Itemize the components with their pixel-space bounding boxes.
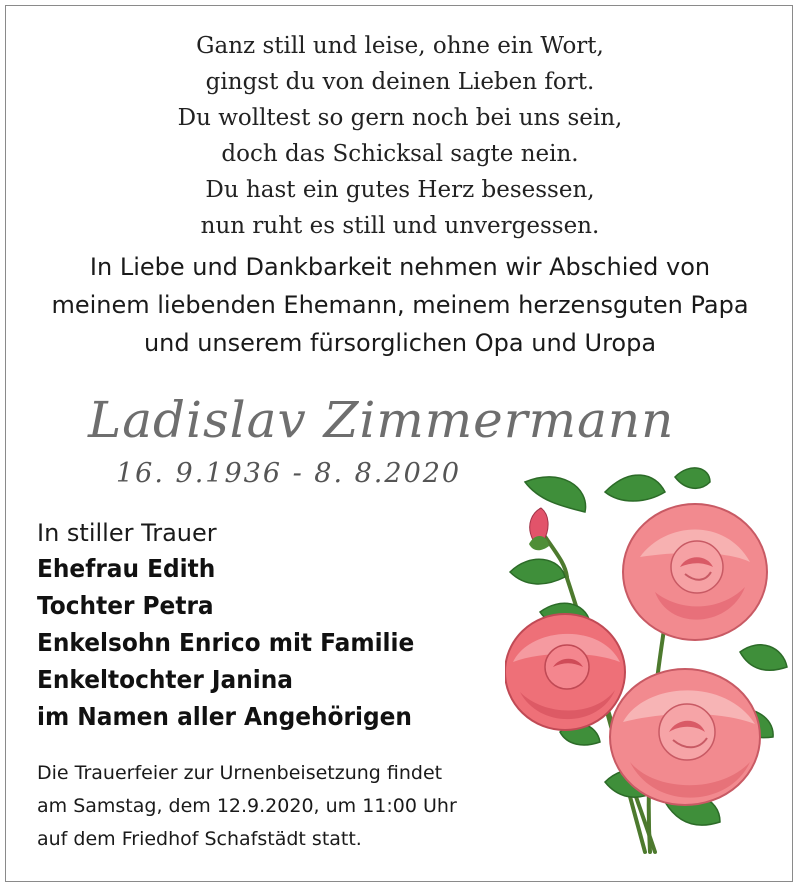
family-list bbox=[37, 550, 414, 735]
farewell-line: In Liebe und Dankbarkeit nehmen wir Abschied von bbox=[89, 253, 711, 281]
poem-line: Ganz still und leise, ohne ein Wort, bbox=[196, 33, 604, 59]
family-member: im Namen aller Angehörigen bbox=[37, 702, 412, 731]
family-member: Ehefrau Edith bbox=[37, 554, 216, 583]
life-dates: 16. 9.1936 - 8. 8.2020 bbox=[116, 458, 462, 489]
family-member: Tochter Petra bbox=[37, 591, 214, 620]
poem-line: nun ruht es still und unvergessen. bbox=[200, 213, 600, 239]
poem bbox=[0, 28, 800, 244]
farewell-line: meinem liebenden Ehemann, meinem herzensguten Papa bbox=[51, 291, 749, 319]
service-line: Die Trauerfeier zur Urnenbeisetzung findet bbox=[37, 762, 443, 784]
poem-line: Du wolltest so gern noch bei uns sein, bbox=[177, 105, 623, 131]
family-member: Enkeltochter Janina bbox=[37, 665, 293, 694]
deceased-name: Ladislav Zimmermann bbox=[88, 391, 675, 449]
service-line: am Samstag, dem 12.9.2020, um 11:00 Uhr bbox=[37, 795, 457, 817]
service-line: auf dem Friedhof Schafstädt statt. bbox=[37, 828, 362, 850]
poem-line: gingst du von deinen Lieben fort. bbox=[205, 69, 595, 95]
poem-line: Du hast ein gutes Herz besessen, bbox=[205, 177, 595, 203]
farewell-text bbox=[0, 248, 800, 362]
farewell-line: und unserem fürsorglichen Opa und Uropa bbox=[143, 329, 657, 357]
poem-line: doch das Schicksal sagte nein. bbox=[221, 141, 579, 167]
service-info bbox=[37, 757, 457, 856]
family-member: Enkelsohn Enrico mit Familie bbox=[37, 628, 415, 657]
mourning-heading: In stiller Trauer bbox=[37, 519, 217, 547]
rose-bouquet-icon bbox=[505, 462, 790, 857]
